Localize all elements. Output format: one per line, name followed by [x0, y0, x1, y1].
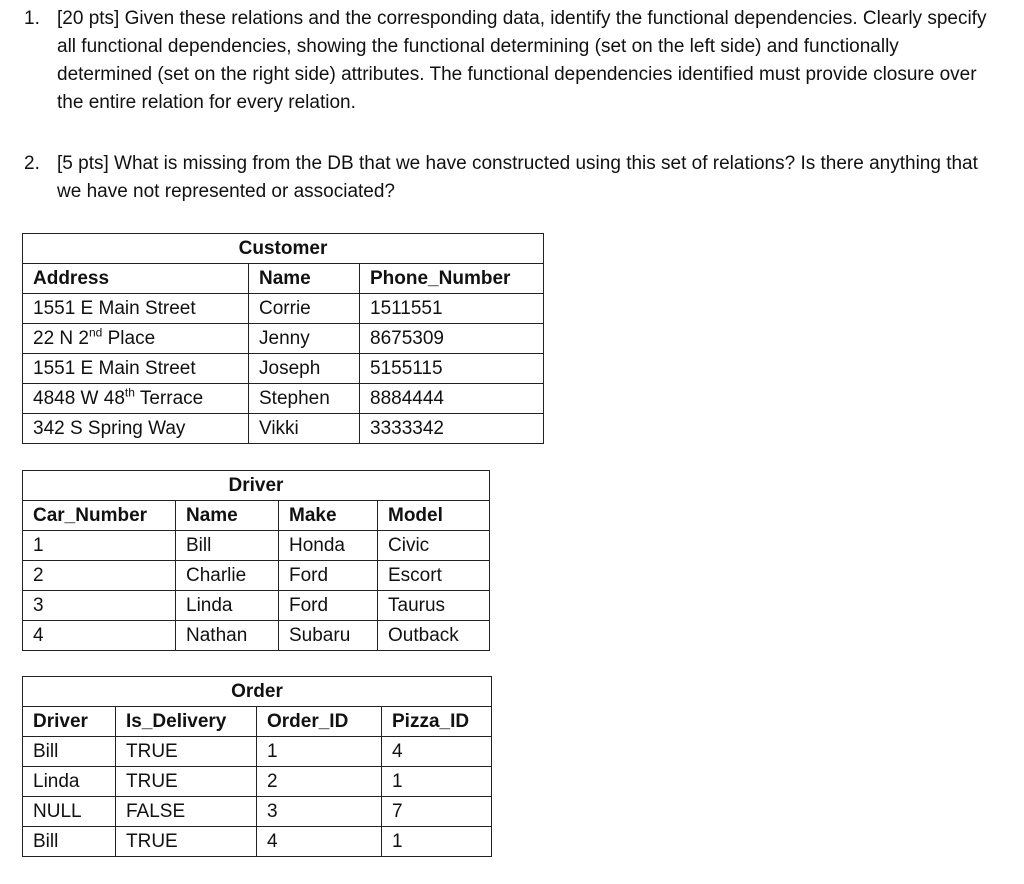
- order-id-cell: 3: [257, 797, 382, 827]
- address-cell: 4848 W 48th Terrace: [23, 384, 249, 414]
- column-header: Driver: [23, 707, 116, 737]
- table-title: Customer: [22, 233, 544, 263]
- column-header: Name: [249, 264, 360, 294]
- table-row: [23, 737, 492, 767]
- driver-cell: Bill: [23, 737, 116, 767]
- model-cell: Escort: [378, 561, 490, 591]
- column-header: Order_ID: [257, 707, 382, 737]
- table-title: Driver: [22, 470, 490, 500]
- name-cell: Corrie: [249, 294, 360, 324]
- table-row: [23, 324, 544, 354]
- make-cell: Ford: [279, 591, 378, 621]
- driver-cell: Bill: [23, 827, 116, 857]
- is-delivery-cell: TRUE: [116, 767, 257, 797]
- table-row: [23, 827, 492, 857]
- pizza-id-cell: 7: [382, 797, 492, 827]
- header-row: [23, 707, 492, 737]
- table-row: [23, 384, 544, 414]
- car-number-cell: 3: [23, 591, 176, 621]
- pizza-id-cell: 1: [382, 767, 492, 797]
- name-cell: Bill: [176, 531, 279, 561]
- table-row: [23, 591, 490, 621]
- question-2: [24, 150, 999, 206]
- order-table: [22, 676, 492, 857]
- column-header: Car_Number: [23, 501, 176, 531]
- question-number: 2.: [24, 153, 40, 174]
- table-row: [23, 797, 492, 827]
- table-row: [23, 414, 544, 444]
- address-cell: 1551 E Main Street: [23, 354, 249, 384]
- table-row: [23, 354, 544, 384]
- header-row: [23, 501, 490, 531]
- name-cell: Linda: [176, 591, 279, 621]
- address-cell: 342 S Spring Way: [23, 414, 249, 444]
- question-text: [5 pts] What is missing from the DB that we have constructed using this set of relations? Is there anything that we have not represented or associated?: [57, 153, 978, 202]
- is-delivery-cell: TRUE: [116, 827, 257, 857]
- make-cell: Ford: [279, 561, 378, 591]
- table-row: [23, 561, 490, 591]
- model-cell: Outback: [378, 621, 490, 651]
- question-1: [24, 5, 999, 117]
- pizza-id-cell: 4: [382, 737, 492, 767]
- table-title: Order: [22, 676, 492, 706]
- column-header: Name: [176, 501, 279, 531]
- name-cell: Stephen: [249, 384, 360, 414]
- name-cell: Joseph: [249, 354, 360, 384]
- pizza-id-cell: 1: [382, 827, 492, 857]
- address-cell: 1551 E Main Street: [23, 294, 249, 324]
- table-row: [23, 531, 490, 561]
- order-id-cell: 4: [257, 827, 382, 857]
- column-header: Address: [23, 264, 249, 294]
- model-cell: Civic: [378, 531, 490, 561]
- phone-cell: 8884444: [360, 384, 544, 414]
- make-cell: Honda: [279, 531, 378, 561]
- car-number-cell: 2: [23, 561, 176, 591]
- column-header: Make: [279, 501, 378, 531]
- is-delivery-cell: FALSE: [116, 797, 257, 827]
- column-header: Phone_Number: [360, 264, 544, 294]
- is-delivery-cell: TRUE: [116, 737, 257, 767]
- driver-table: [22, 470, 490, 651]
- question-text: [20 pts] Given these relations and the corresponding data, identify the functional dependencies. Clearly specify all functional dependencies, showing the functional determining (set on the left side) and functionally determined (set on the right side) attributes. The functional dependencies identified must provide closure over the entire relation for every relation.: [57, 8, 987, 113]
- phone-cell: 1511551: [360, 294, 544, 324]
- name-cell: Vikki: [249, 414, 360, 444]
- name-cell: Charlie: [176, 561, 279, 591]
- phone-cell: 3333342: [360, 414, 544, 444]
- car-number-cell: 4: [23, 621, 176, 651]
- table-row: [23, 294, 544, 324]
- phone-cell: 8675309: [360, 324, 544, 354]
- phone-cell: 5155115: [360, 354, 544, 384]
- model-cell: Taurus: [378, 591, 490, 621]
- header-row: [23, 264, 544, 294]
- car-number-cell: 1: [23, 531, 176, 561]
- question-number: 1.: [24, 8, 40, 29]
- order-id-cell: 2: [257, 767, 382, 797]
- table-row: [23, 621, 490, 651]
- make-cell: Subaru: [279, 621, 378, 651]
- column-header: Is_Delivery: [116, 707, 257, 737]
- customer-table: [22, 233, 544, 444]
- column-header: Pizza_ID: [382, 707, 492, 737]
- name-cell: Nathan: [176, 621, 279, 651]
- address-cell: 22 N 2nd Place: [23, 324, 249, 354]
- order-id-cell: 1: [257, 737, 382, 767]
- column-header: Model: [378, 501, 490, 531]
- driver-cell: Linda: [23, 767, 116, 797]
- name-cell: Jenny: [249, 324, 360, 354]
- driver-cell: NULL: [23, 797, 116, 827]
- table-row: [23, 767, 492, 797]
